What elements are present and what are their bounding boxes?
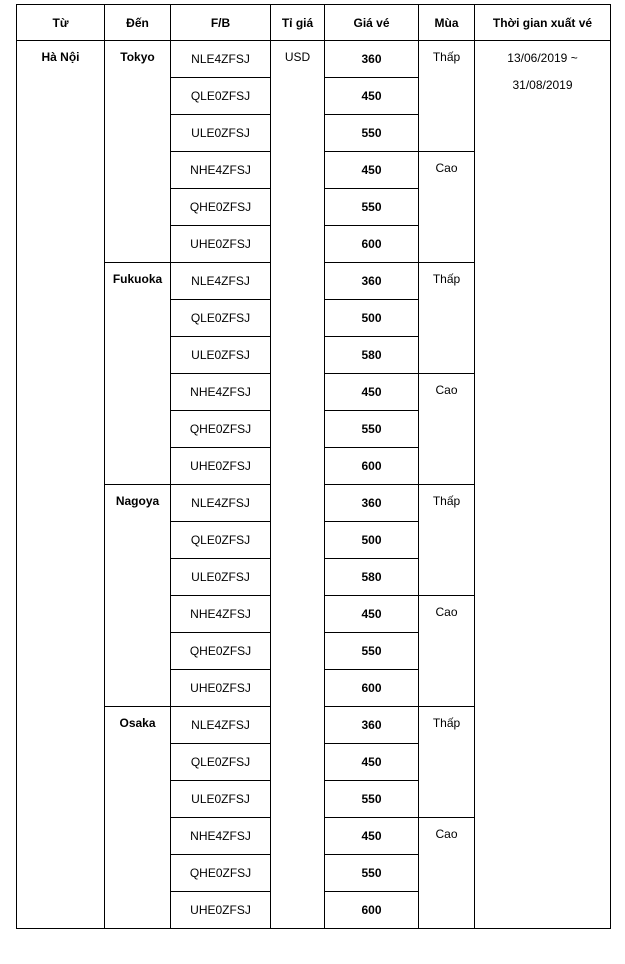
issue-period-line: 13/06/2019 ~ bbox=[507, 51, 578, 65]
destination-cell: Nagoya bbox=[105, 485, 171, 707]
origin-cell: Hà Nội bbox=[17, 41, 105, 929]
destination-cell: Fukuoka bbox=[105, 263, 171, 485]
table-row bbox=[17, 41, 611, 78]
season-cell: Thấp bbox=[419, 263, 475, 374]
header-row bbox=[17, 5, 611, 41]
header-to: Đến bbox=[105, 5, 171, 41]
price-cell: 450 bbox=[325, 374, 419, 411]
price-cell: 450 bbox=[325, 818, 419, 855]
price-cell: 450 bbox=[325, 596, 419, 633]
fare-basis-cell: NLE4ZFSJ bbox=[171, 41, 271, 78]
fare-basis-cell: QLE0ZFSJ bbox=[171, 522, 271, 559]
price-cell: 550 bbox=[325, 855, 419, 892]
price-cell: 360 bbox=[325, 707, 419, 744]
issue-period-cell bbox=[475, 41, 611, 929]
price-cell: 500 bbox=[325, 300, 419, 337]
fare-basis-cell: QHE0ZFSJ bbox=[171, 189, 271, 226]
fare-basis-cell: QLE0ZFSJ bbox=[171, 78, 271, 115]
fare-basis-cell: ULE0ZFSJ bbox=[171, 781, 271, 818]
header-period: Thời gian xuất vé bbox=[475, 5, 611, 41]
fare-basis-cell: QHE0ZFSJ bbox=[171, 633, 271, 670]
price-cell: 550 bbox=[325, 189, 419, 226]
fare-body bbox=[17, 41, 611, 929]
price-cell: 450 bbox=[325, 744, 419, 781]
header-fb: F/B bbox=[171, 5, 271, 41]
header-price: Giá vé bbox=[325, 5, 419, 41]
fare-basis-cell: NHE4ZFSJ bbox=[171, 818, 271, 855]
price-cell: 360 bbox=[325, 263, 419, 300]
header-currency: Tỉ giá bbox=[271, 5, 325, 41]
price-cell: 550 bbox=[325, 115, 419, 152]
price-cell: 450 bbox=[325, 152, 419, 189]
season-cell: Thấp bbox=[419, 41, 475, 152]
price-cell: 580 bbox=[325, 337, 419, 374]
header-season: Mùa bbox=[419, 5, 475, 41]
price-cell: 360 bbox=[325, 485, 419, 522]
destination-cell: Osaka bbox=[105, 707, 171, 929]
season-cell: Cao bbox=[419, 596, 475, 707]
price-cell: 550 bbox=[325, 781, 419, 818]
fare-basis-cell: QLE0ZFSJ bbox=[171, 300, 271, 337]
season-cell: Cao bbox=[419, 152, 475, 263]
issue-period-line: 31/08/2019 bbox=[512, 78, 573, 92]
season-cell: Cao bbox=[419, 818, 475, 929]
price-cell: 550 bbox=[325, 633, 419, 670]
fare-basis-cell: NLE4ZFSJ bbox=[171, 263, 271, 300]
fare-table bbox=[16, 4, 611, 929]
fare-basis-cell: QHE0ZFSJ bbox=[171, 411, 271, 448]
header-from: Từ bbox=[17, 5, 105, 41]
fare-basis-cell: NLE4ZFSJ bbox=[171, 707, 271, 744]
fare-basis-cell: UHE0ZFSJ bbox=[171, 892, 271, 929]
price-cell: 600 bbox=[325, 226, 419, 263]
price-cell: 580 bbox=[325, 559, 419, 596]
season-cell: Cao bbox=[419, 374, 475, 485]
price-cell: 600 bbox=[325, 448, 419, 485]
price-cell: 550 bbox=[325, 411, 419, 448]
price-cell: 600 bbox=[325, 892, 419, 929]
fare-basis-cell: QHE0ZFSJ bbox=[171, 855, 271, 892]
price-cell: 450 bbox=[325, 78, 419, 115]
fare-basis-cell: ULE0ZFSJ bbox=[171, 337, 271, 374]
fare-basis-cell: NHE4ZFSJ bbox=[171, 596, 271, 633]
price-cell: 600 bbox=[325, 670, 419, 707]
fare-basis-cell: UHE0ZFSJ bbox=[171, 670, 271, 707]
season-cell: Thấp bbox=[419, 485, 475, 596]
fare-basis-cell: NHE4ZFSJ bbox=[171, 374, 271, 411]
price-cell: 500 bbox=[325, 522, 419, 559]
fare-basis-cell: UHE0ZFSJ bbox=[171, 226, 271, 263]
destination-cell: Tokyo bbox=[105, 41, 171, 263]
price-cell: 360 bbox=[325, 41, 419, 78]
fare-basis-cell: ULE0ZFSJ bbox=[171, 115, 271, 152]
season-cell: Thấp bbox=[419, 707, 475, 818]
fare-basis-cell: QLE0ZFSJ bbox=[171, 744, 271, 781]
fare-basis-cell: NLE4ZFSJ bbox=[171, 485, 271, 522]
fare-basis-cell: ULE0ZFSJ bbox=[171, 559, 271, 596]
fare-basis-cell: NHE4ZFSJ bbox=[171, 152, 271, 189]
fare-basis-cell: UHE0ZFSJ bbox=[171, 448, 271, 485]
currency-cell: USD bbox=[271, 41, 325, 929]
